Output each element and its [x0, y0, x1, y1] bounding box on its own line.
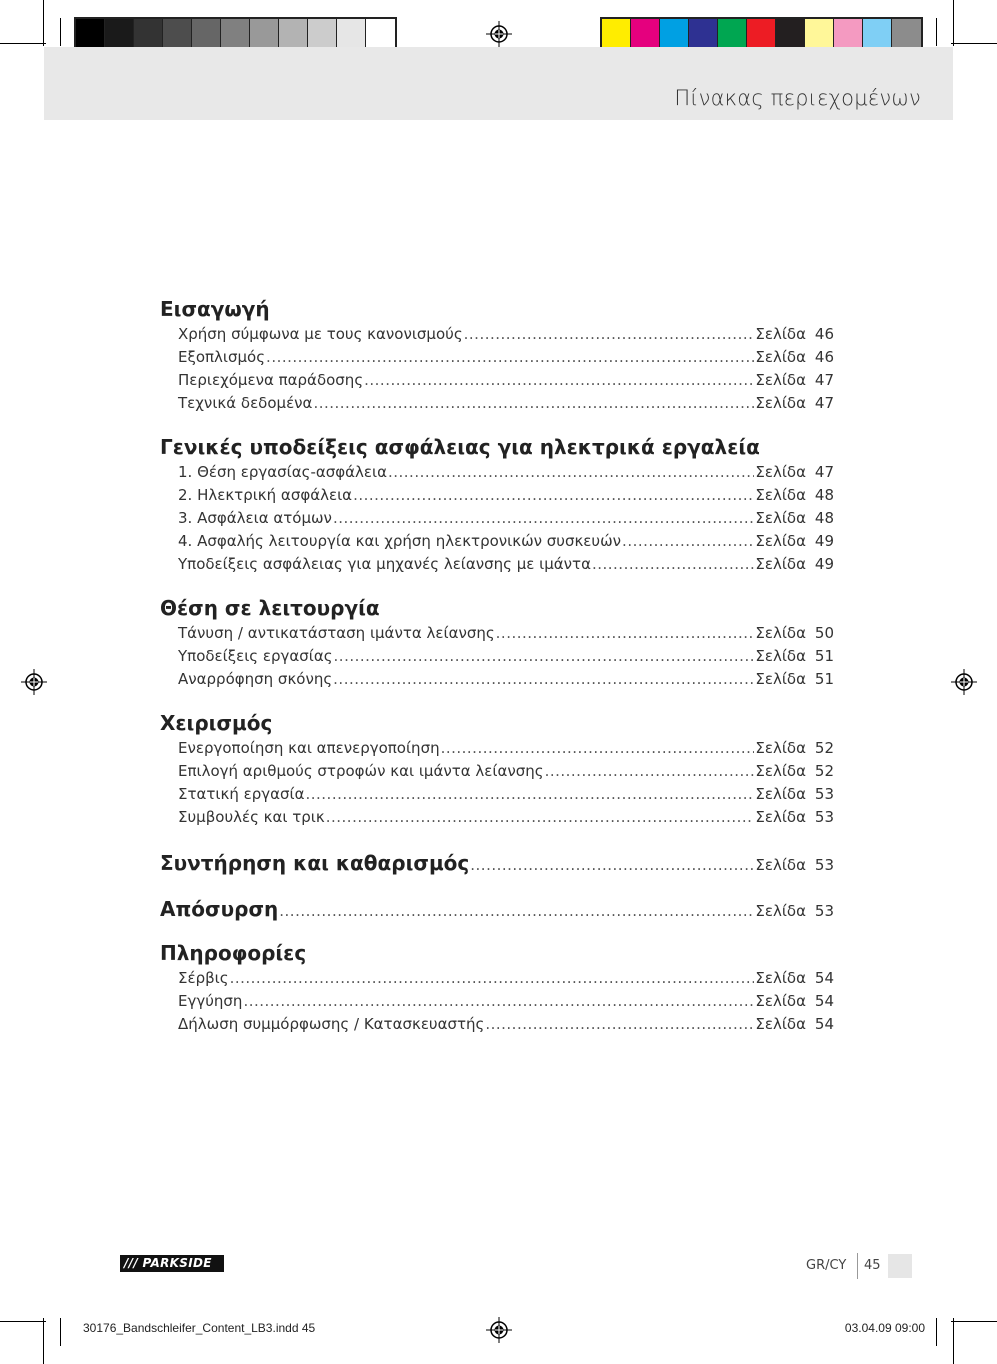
toc-entry-page: Σελίδα 49 — [755, 555, 834, 573]
section-title[interactable]: Εισαγωγή — [160, 297, 270, 321]
toc-entry[interactable] — [178, 530, 834, 553]
toc-entry-page: Σελίδα 53 — [755, 902, 834, 920]
toc-section — [160, 710, 840, 829]
toc-entry[interactable] — [178, 553, 834, 576]
toc-entry-page: Σελίδα 50 — [755, 624, 834, 642]
toc-entry[interactable] — [178, 990, 834, 1013]
registration-mark-icon — [21, 669, 47, 695]
toc-entry-page: Σελίδα 51 — [755, 647, 834, 665]
toc-entry-page: Σελίδα 54 — [755, 1015, 834, 1033]
toc-entry-label: Τάνυση / αντικατάσταση ιμάντα λείανσης — [178, 624, 495, 642]
parkside-logo: /// PARKSIDE — [120, 1255, 224, 1272]
toc-section-entry[interactable] — [160, 848, 834, 878]
toc-entry-page: Σελίδα 46 — [755, 325, 834, 343]
toc-entry-page: Σελίδα 47 — [755, 463, 834, 481]
leader-dots — [230, 967, 755, 990]
crop-mark — [60, 18, 61, 46]
toc-entry-label: Σέρβις — [178, 969, 229, 987]
footer-page-number: 45 — [864, 1258, 881, 1273]
toc-entry-page: Σελίδα 46 — [755, 348, 834, 366]
toc-entry-label: Επιλογή αριθμούς στροφών και ιμάντα λείανσης — [178, 762, 544, 780]
registration-mark-icon — [951, 669, 977, 695]
gray-swatch — [250, 19, 279, 47]
toc-entry-label: 3. Ασφάλεια ατόμων — [178, 509, 332, 527]
toc-entry-label: Ενεργοποίηση και απενεργοποίηση — [178, 739, 440, 757]
toc-entry[interactable] — [178, 392, 834, 415]
leader-dots — [470, 850, 754, 880]
toc-entry-label: Υποδείξεις εργασίας — [178, 647, 333, 665]
footer-box — [888, 1254, 912, 1278]
toc-section — [160, 595, 840, 691]
leader-dots — [279, 896, 754, 926]
section-title: Απόσυρση — [160, 897, 279, 921]
gray-swatch — [279, 19, 308, 47]
toc-entry[interactable] — [178, 737, 834, 760]
footer-language: GR/CY — [806, 1258, 847, 1273]
leader-dots — [464, 323, 755, 346]
color-swatch — [718, 19, 747, 47]
color-bar — [600, 17, 923, 49]
toc-entry-page: Σελίδα 48 — [755, 509, 834, 527]
toc-entry[interactable] — [178, 484, 834, 507]
toc-entry[interactable] — [178, 760, 834, 783]
leader-dots — [364, 369, 754, 392]
leader-dots — [326, 806, 755, 829]
leader-dots — [305, 783, 754, 806]
toc-entry-label: 4. Ασφαλής λειτουργία και χρήση ηλεκτρονικών συσκευών — [178, 532, 622, 550]
section-title[interactable]: Πληροφορίες — [160, 941, 307, 965]
toc-entry[interactable] — [178, 967, 834, 990]
gray-swatch — [163, 19, 192, 47]
leader-dots — [496, 622, 755, 645]
crop-mark — [0, 43, 46, 44]
toc-entry-page: Σελίδα 47 — [755, 394, 834, 412]
toc-entry-label: Υποδείξεις ασφάλειας για μηχανές λείανσης με ιμάντα — [178, 555, 591, 573]
toc-entry-label: Περιεχόμενα παράδοσης — [178, 371, 364, 389]
footer-divider — [857, 1253, 858, 1279]
gray-swatch — [192, 19, 221, 47]
color-swatch — [747, 19, 776, 47]
crop-mark — [60, 1318, 61, 1346]
toc-section — [160, 434, 840, 576]
toc-section — [160, 940, 840, 1036]
leader-dots — [243, 990, 754, 1013]
crop-mark — [951, 1321, 997, 1322]
crop-mark — [0, 1321, 46, 1322]
toc-entry[interactable] — [178, 668, 834, 691]
toc-entry-label: Αναρρόφηση σκόνης — [178, 670, 333, 688]
section-title[interactable]: Θέση σε λειτουργία — [160, 596, 380, 620]
registration-mark-icon — [486, 1317, 512, 1343]
color-swatch — [892, 19, 921, 47]
toc-section-entry[interactable] — [160, 894, 834, 924]
toc-entry-label: 2. Ηλεκτρική ασφάλεια — [178, 486, 353, 504]
color-swatch — [689, 19, 718, 47]
grayscale-bar — [74, 17, 397, 49]
toc-entry-page: Σελίδα 54 — [755, 969, 834, 987]
toc-entry-label: Εγγύηση — [178, 992, 243, 1010]
section-title[interactable]: Χειρισμός — [160, 711, 273, 735]
gray-swatch — [221, 19, 250, 47]
toc-entry-label: 1. Θέση εργασίας-ασφάλεια — [178, 463, 387, 481]
leader-dots — [334, 645, 755, 668]
color-swatch — [805, 19, 834, 47]
toc-entry-page: Σελίδα 53 — [755, 856, 834, 874]
color-swatch — [660, 19, 689, 47]
toc-section — [160, 296, 840, 415]
leader-dots — [622, 530, 754, 553]
leader-dots — [545, 760, 755, 783]
toc-entry-page: Σελίδα 48 — [755, 486, 834, 504]
table-of-contents — [160, 296, 840, 1055]
toc-entry[interactable] — [178, 507, 834, 530]
leader-dots — [592, 553, 754, 576]
toc-entry-page: Σελίδα 49 — [755, 532, 834, 550]
toc-entry-page: Σελίδα 47 — [755, 371, 834, 389]
leader-dots — [266, 346, 754, 369]
toc-entry-page: Σελίδα 51 — [755, 670, 834, 688]
leader-dots — [441, 737, 755, 760]
crop-mark — [936, 18, 937, 46]
toc-entry[interactable] — [178, 645, 834, 668]
toc-entry[interactable] — [178, 622, 834, 645]
toc-entry[interactable] — [178, 369, 834, 392]
toc-entry[interactable] — [178, 1013, 834, 1036]
color-swatch — [776, 19, 805, 47]
leader-dots — [388, 461, 754, 484]
toc-entry[interactable] — [178, 346, 834, 369]
leader-dots — [485, 1013, 754, 1036]
toc-entry-label: Τεχνικά δεδομένα — [178, 394, 313, 412]
leader-dots — [333, 507, 754, 530]
gray-swatch — [308, 19, 337, 47]
toc-entry[interactable] — [178, 461, 834, 484]
toc-entry-page: Σελίδα 53 — [755, 785, 834, 803]
leader-dots — [333, 668, 754, 691]
gray-swatch — [76, 19, 105, 47]
color-swatch — [602, 19, 631, 47]
toc-entry-page: Σελίδα 52 — [755, 762, 834, 780]
gray-swatch — [134, 19, 163, 47]
toc-entry-page: Σελίδα 52 — [755, 739, 834, 757]
toc-entry[interactable] — [178, 783, 834, 806]
page-title: Πίνακας περιεχομένων — [674, 86, 921, 110]
leader-dots — [353, 484, 754, 507]
gray-swatch — [105, 19, 134, 47]
slug-filename: 30176_Bandschleifer_Content_LB3.indd 45 — [83, 1321, 316, 1335]
toc-entry-label: Στατική εργασία — [178, 785, 305, 803]
crop-mark — [953, 1318, 954, 1364]
registration-mark-icon — [486, 21, 512, 47]
toc-entry-label: Συμβουλές και τρικ — [178, 808, 325, 826]
crop-mark — [953, 0, 954, 46]
section-title[interactable]: Γενικές υποδείξεις ασφάλειας για ηλεκτρικά εργαλεία — [160, 435, 760, 459]
gray-swatch — [337, 19, 366, 47]
toc-entry-page: Σελίδα 53 — [755, 808, 834, 826]
crop-mark — [43, 0, 44, 46]
color-swatch — [631, 19, 660, 47]
toc-entry-page: Σελίδα 54 — [755, 992, 834, 1010]
toc-entry-label: Χρήση σύμφωνα με τους κανονισμούς — [178, 325, 463, 343]
leader-dots — [313, 392, 754, 415]
slug-date: 03.04.09 09:00 — [844, 1321, 925, 1335]
toc-entry[interactable] — [178, 806, 834, 829]
color-swatch — [834, 19, 863, 47]
gray-swatch — [366, 19, 395, 47]
toc-entry-label: Δήλωση συμμόρφωσης / Κατασκευαστής — [178, 1015, 485, 1033]
toc-entry-label: Εξοπλισμός — [178, 348, 266, 366]
crop-mark — [951, 43, 997, 44]
color-swatch — [863, 19, 892, 47]
crop-mark — [936, 1318, 937, 1346]
crop-mark — [43, 1318, 44, 1364]
section-title: Συντήρηση και καθαρισμός — [160, 851, 470, 875]
toc-entry[interactable] — [178, 323, 834, 346]
